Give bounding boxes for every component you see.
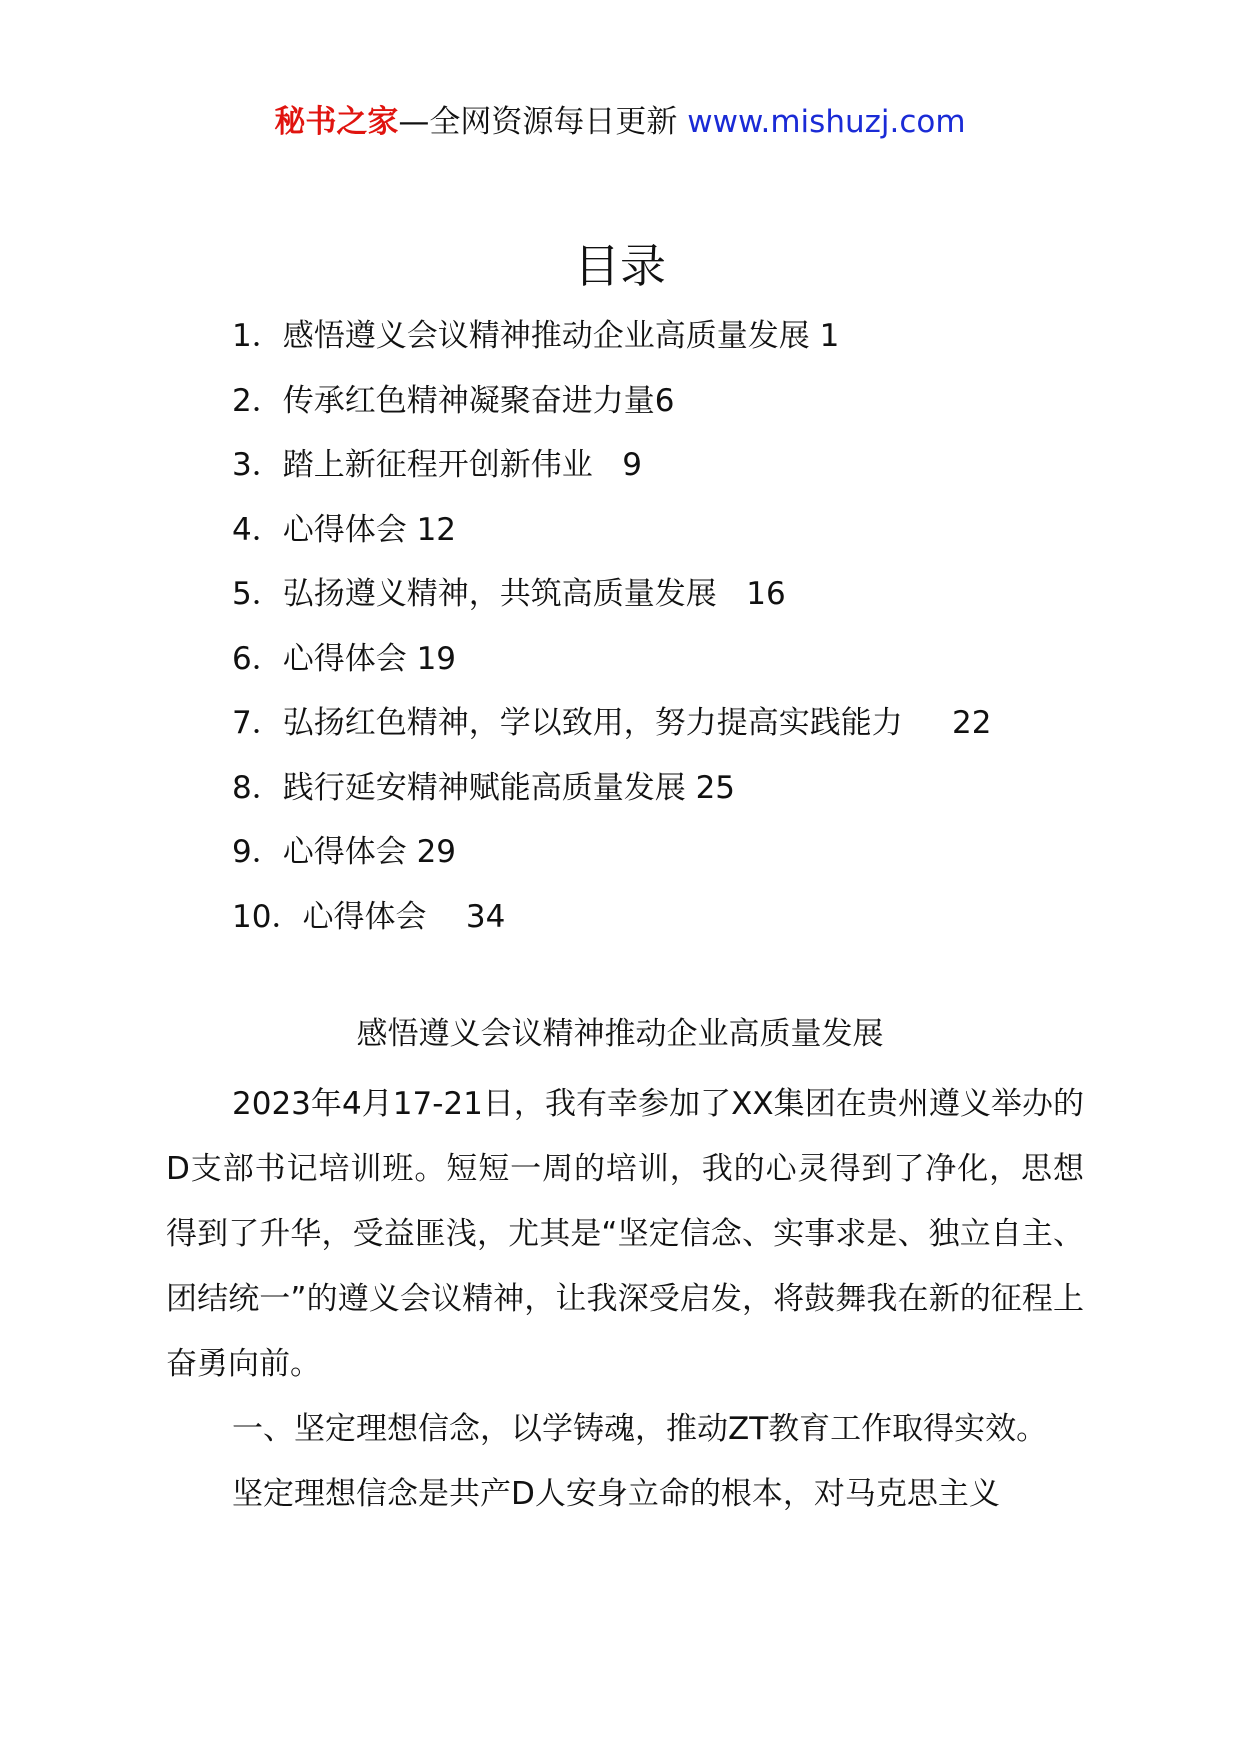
toc-item-6[interactable]: 6．心得体会 19 (232, 640, 457, 677)
brand-name: 秘书之家 (274, 104, 399, 140)
toc-item-9[interactable]: 9．心得体会 29 (232, 834, 457, 870)
toc-title: 目录 (574, 239, 666, 293)
toc-item-3[interactable]: 3．踏上新征程开创新伟业 9 (232, 447, 643, 483)
toc-item-1[interactable]: 1．感悟遵义会议精神推动企业高质量发展 1 (232, 318, 840, 354)
article-paragraph: 坚定理想信念是共产D人安身立命的根本，对马克思主义 (232, 1476, 1000, 1512)
article-body (166, 1072, 1084, 1527)
toc-item-2[interactable]: 2．传承红色精神凝聚奋进力量6 (232, 382, 675, 419)
header-slogan: —全网资源每日更新 (398, 104, 688, 140)
table-of-contents (232, 304, 991, 949)
article-title: 感悟遵义会议精神推动企业高质量发展 (356, 1016, 884, 1052)
toc-item-10[interactable]: 10．心得体会 34 (232, 898, 506, 935)
article-section-heading: 一、坚定理想信念，以学铸魂，推动ZT教育工作取得实效。 (232, 1411, 1048, 1447)
toc-item-7[interactable]: 7．弘扬红色精神，学以致用，努力提高实践能力 22 (232, 705, 992, 741)
toc-item-8[interactable]: 8．践行延安精神赋能高质量发展 25 (232, 769, 736, 806)
site-url-link[interactable]: www.mishuzj.com (687, 104, 966, 140)
article-paragraph-intro: 2023年4月17-21日，我有幸参加了XX集团在贵州遵义举办的D支部书记培训班。短短一周的培训，我的心灵得到了净化，思想得到了升华，受益匪浅，尤其是“坚定信念、实事求是、独立自主、团结统一”的遵义会议精神，让我深受启发，将鼓舞我在新的征程上奋勇向前。 (166, 1086, 1084, 1382)
site-header (0, 100, 1240, 144)
toc-item-4[interactable]: 4．心得体会 12 (232, 511, 457, 548)
toc-item-5[interactable]: 5．弘扬遵义精神，共筑高质量发展 16 (232, 576, 786, 612)
